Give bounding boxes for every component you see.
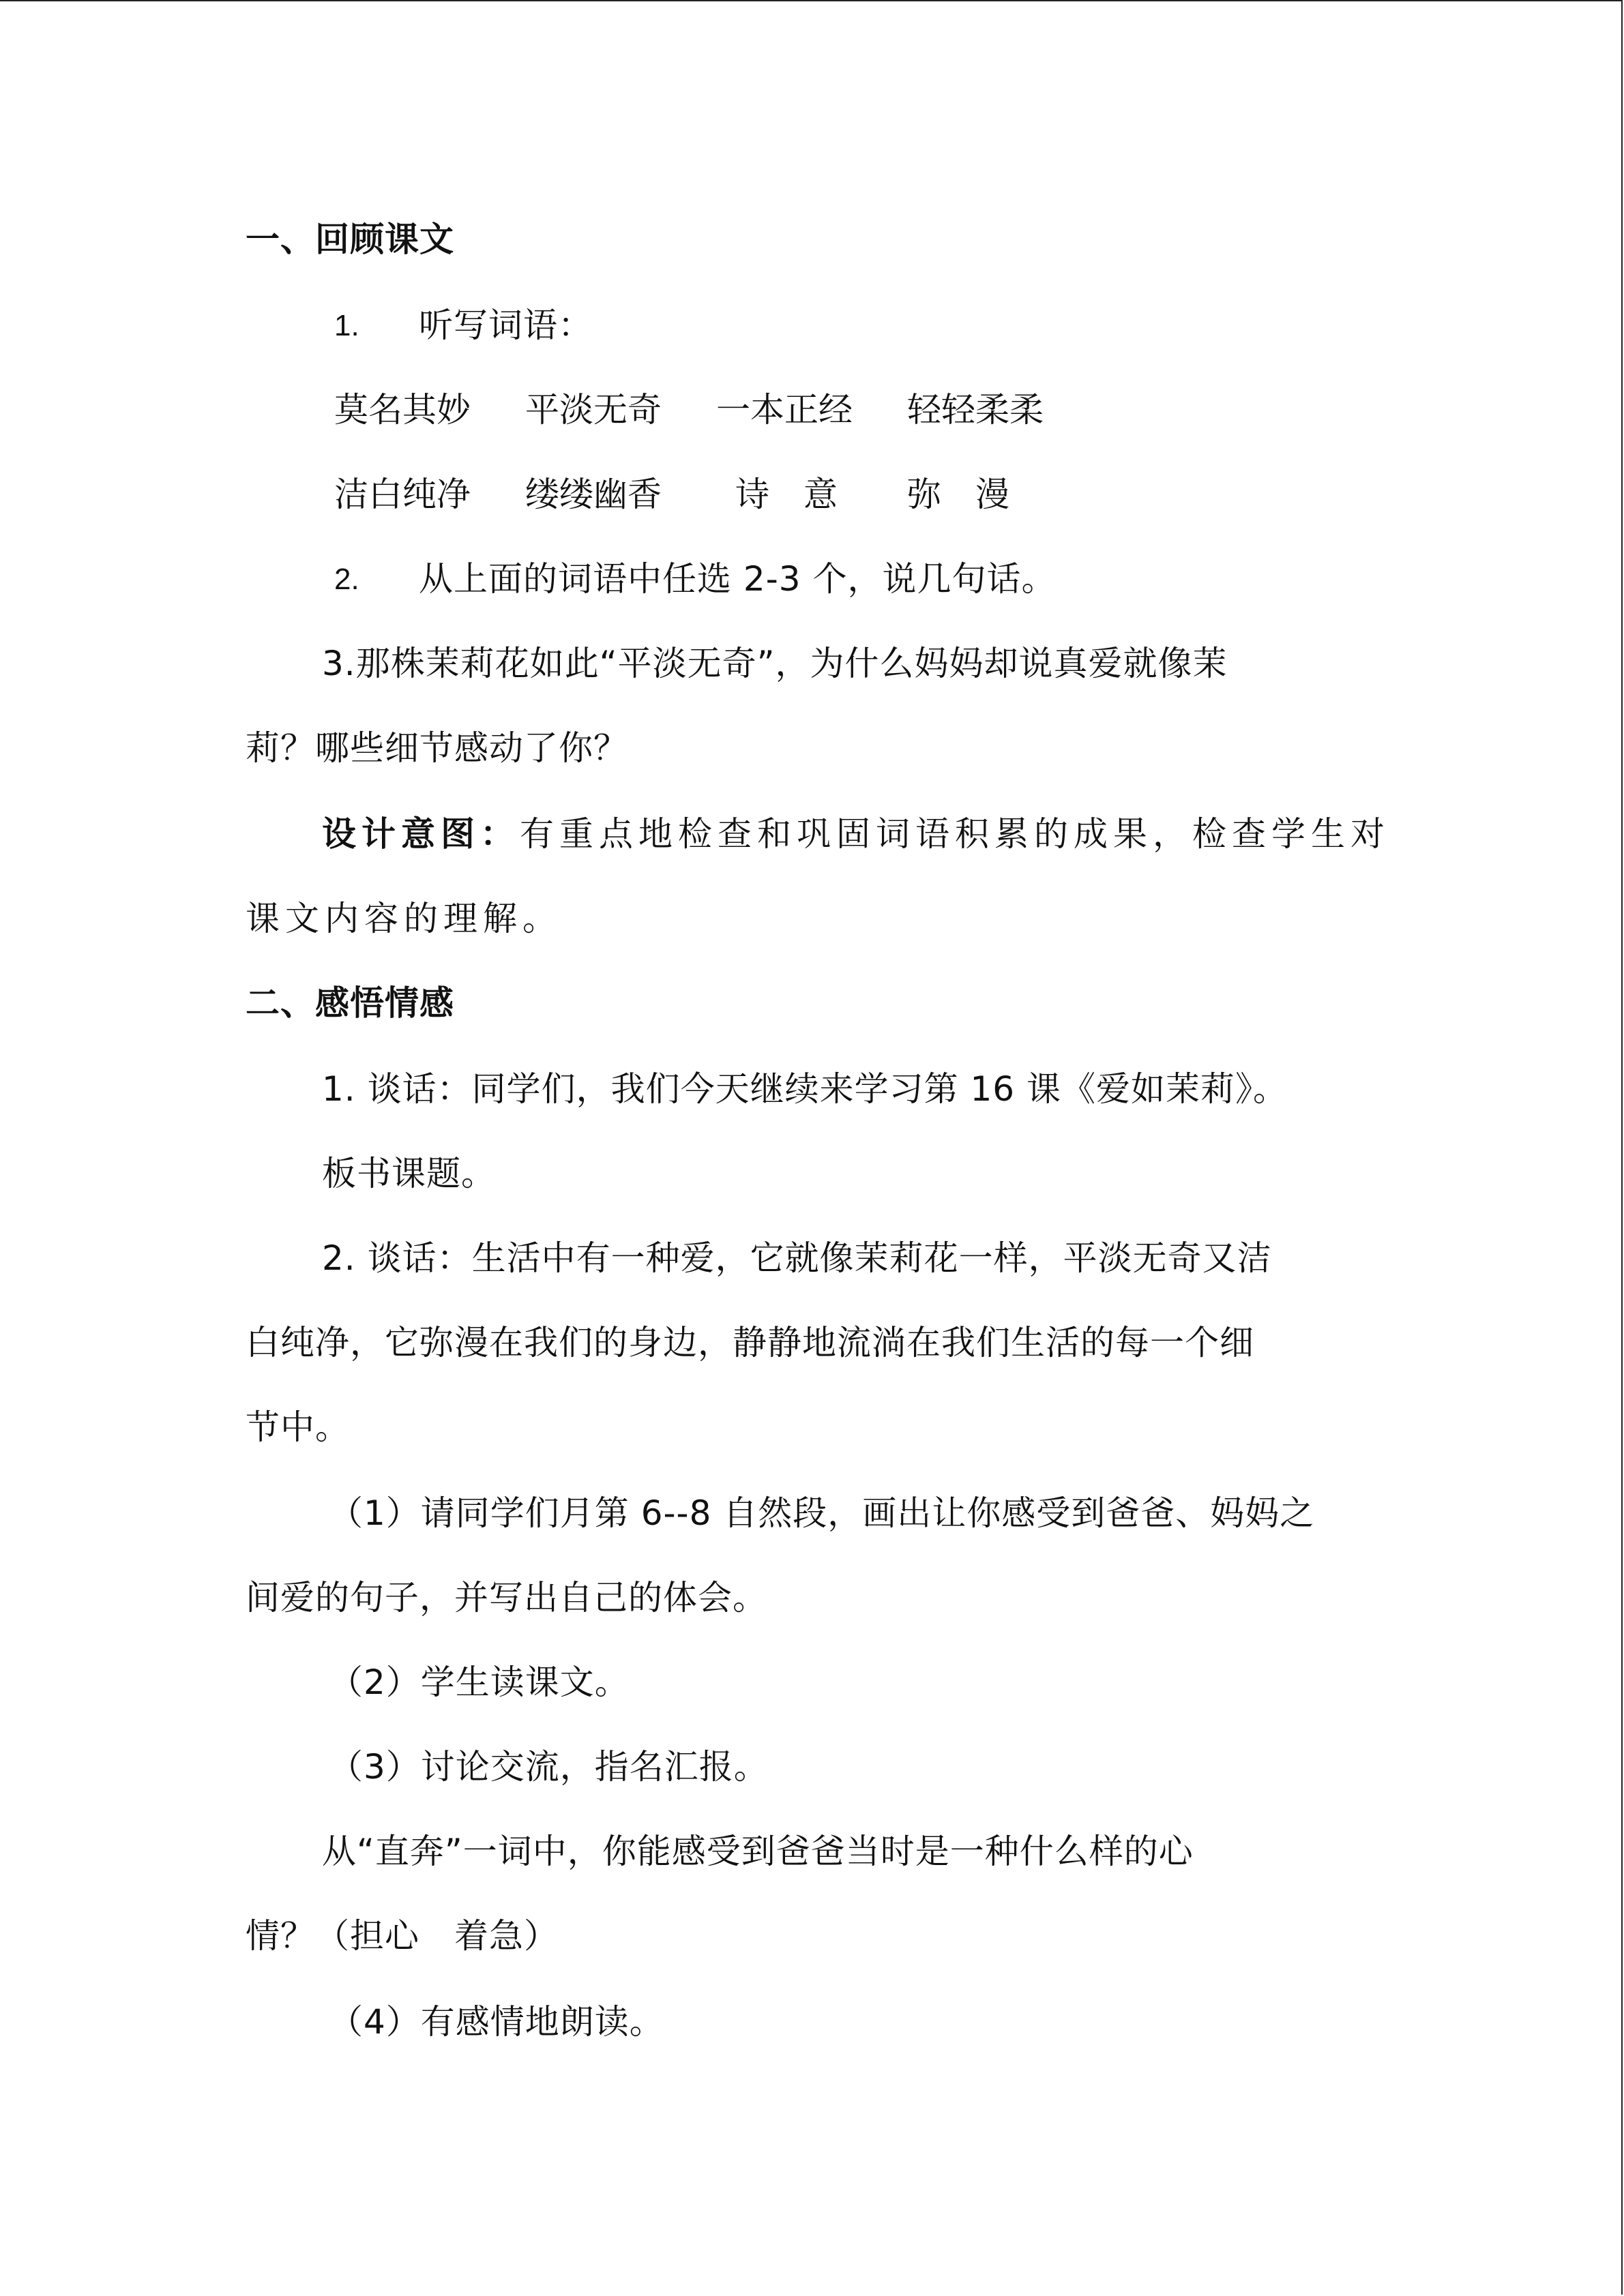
item1-text: 听写词语： <box>419 305 593 345</box>
word-row1-2: 平淡无奇 <box>525 390 662 430</box>
p2-line1: 2. 谈话：生活中有一种爱，它就像茉莉花一样，平淡无奇又洁 <box>322 1238 1272 1278</box>
word-row2-1: 洁白纯净 <box>334 475 471 514</box>
design-intent-line2: 课文内容的理解。 <box>246 899 562 938</box>
design-intent-label: 设计意图： <box>322 814 520 854</box>
design-intent-text: 有重点地检查和巩固词语积累的成果，检查学生对 <box>520 814 1390 854</box>
sub1-line1: （1）请同学们月第 6--8 自然段，画出让你感受到爸爸、妈妈之 <box>329 1493 1315 1533</box>
design-intent-paragraph <box>322 814 1390 854</box>
section1-heading: 一、回顾课文 <box>246 220 454 259</box>
question-line2: 情？（担心 着急） <box>246 1916 559 1956</box>
p1-line2: 板书课题。 <box>322 1154 496 1193</box>
sub3: （3）讨论交流，指名汇报。 <box>329 1747 769 1787</box>
word-row2-2: 缕缕幽香 <box>525 475 662 514</box>
item3-line1: 3.那株茉莉花如此“平淡无奇”，为什么妈妈却说真爱就像茉 <box>322 644 1228 683</box>
word-row2-4: 弥 漫 <box>907 475 1009 514</box>
p1-line1: 1. 谈话：同学们，我们今天继续来学习第 16 课《爱如茉莉》。 <box>322 1069 1288 1109</box>
p2-line2: 白纯净，它弥漫在我们的身边，静静地流淌在我们生活的每一个细 <box>246 1323 1254 1362</box>
question-line1: 从“直奔”一词中，你能感受到爸爸当时是一种什么样的心 <box>322 1832 1194 1871</box>
word-row2-3: 诗 意 <box>735 475 838 514</box>
sub4: （4）有感情地朗读。 <box>329 2002 664 2042</box>
item2-text: 从上面的词语中任选 2-3 个，说几句话。 <box>419 559 1057 599</box>
item1-number: 1. <box>334 309 359 342</box>
section2-heading: 二、感悟情感 <box>246 983 454 1023</box>
sub2: （2）学生读课文。 <box>329 1663 630 1702</box>
word-row1-3: 一本正经 <box>716 390 853 430</box>
word-row1-4: 轻轻柔柔 <box>907 390 1044 430</box>
p2-line3: 节中。 <box>246 1407 350 1447</box>
sub1-line2: 间爱的句子，并写出自己的体会。 <box>246 1578 767 1617</box>
item3-line2: 莉？哪些细节感动了你？ <box>246 728 628 768</box>
item2-number: 2. <box>334 563 359 596</box>
word-row1-1: 莫名其妙 <box>334 390 471 430</box>
